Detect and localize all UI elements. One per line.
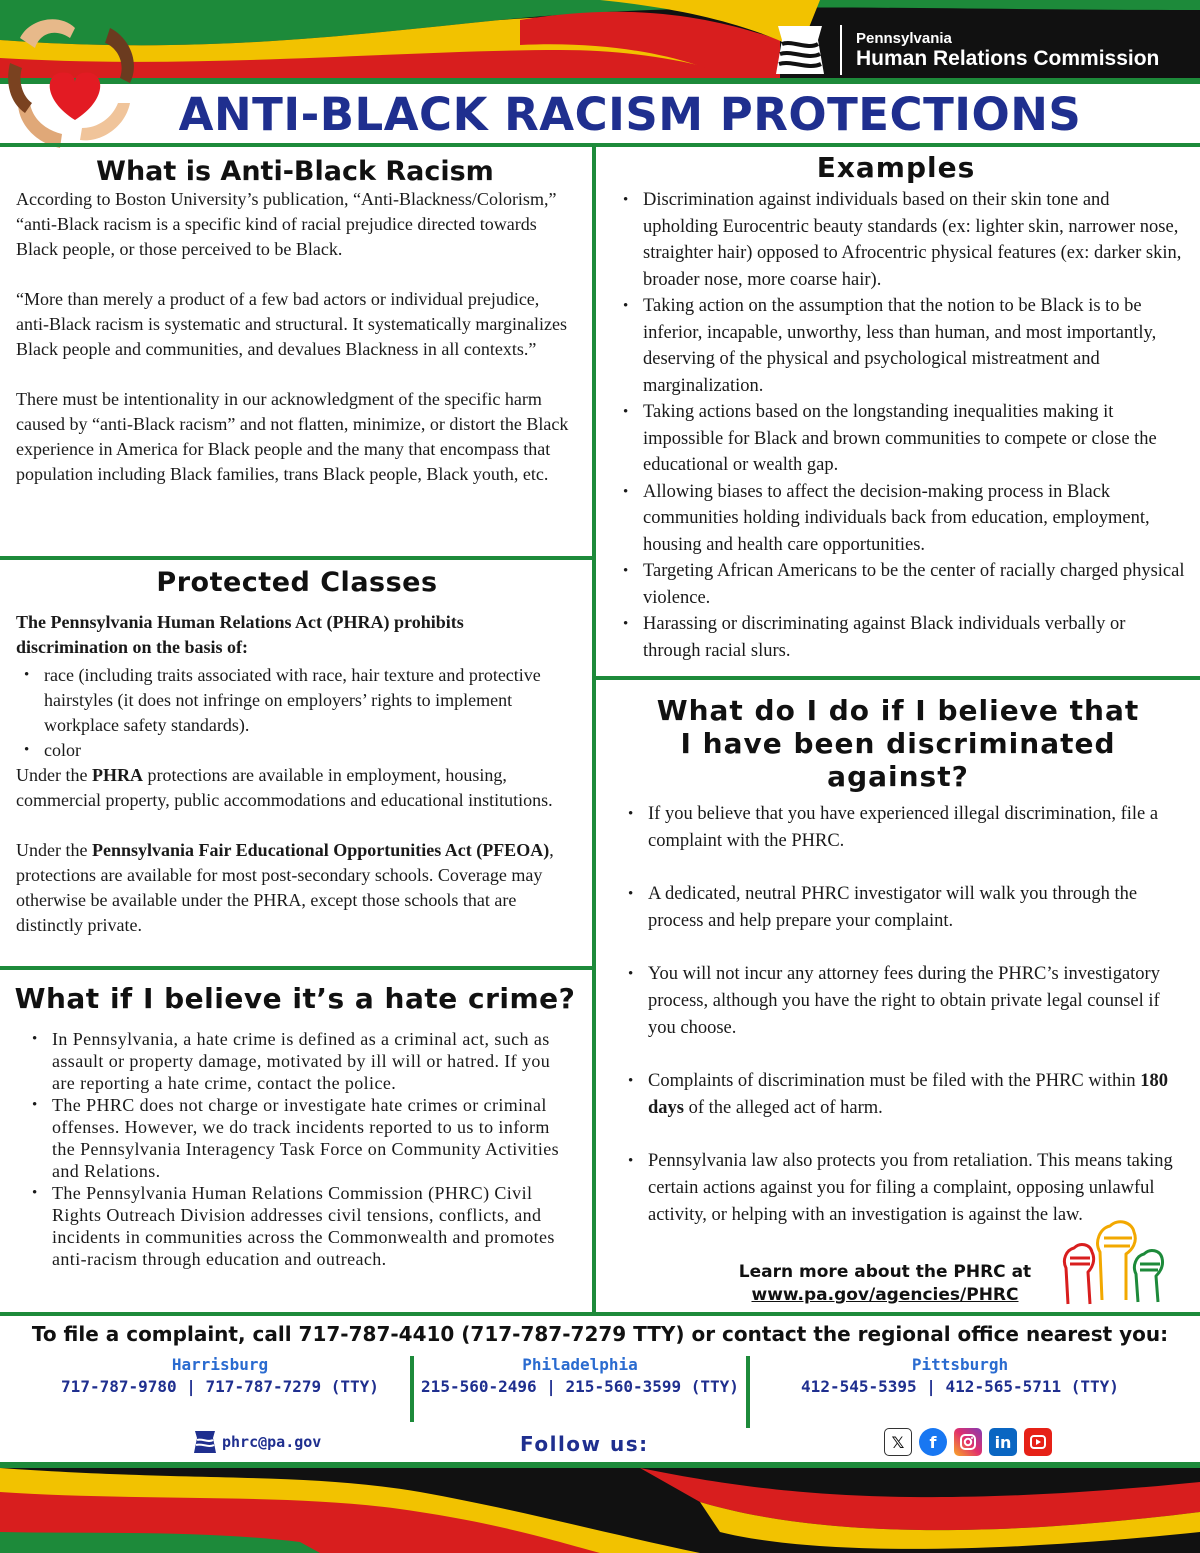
keystone-small-icon xyxy=(192,1430,218,1454)
org-state: Pennsylvania xyxy=(856,29,952,47)
protected-heading: Protected Classes xyxy=(156,567,438,598)
list-item: • The PHRC does not charge or investigate hate crimes or criminal offenses. However, we do track incidents reported to us to inform the Pennsylvania Interagency Task Force on Community Activities and Relations. xyxy=(24,1094,572,1182)
learn-more xyxy=(720,1261,1050,1307)
email-contact[interactable] xyxy=(192,1430,321,1454)
divider-right-1 xyxy=(594,676,1200,680)
list-item xyxy=(620,1068,1186,1122)
office-harrisburg xyxy=(60,1354,380,1398)
office-divider-2 xyxy=(746,1356,750,1428)
office-phone[interactable]: 717-787-9780 | 717-787-7279 (TTY) xyxy=(61,1377,379,1396)
list-item: • Taking action on the assumption that the notion to be Black is to be inferior, incapable, unworthy, less than human, and most importantly, deserving of the physical and psychological mistreatment and marginalization. xyxy=(615,293,1185,399)
list-item: • In Pennsylvania, a hate crime is defined as a criminal act, such as assault or property damage, motivated by ill will or hatred. If you are reporting a hate crime, contact the police. xyxy=(24,1028,572,1094)
text: protections are available in employment, housing, commercial property, public accommodations and educational institutions. xyxy=(16,765,553,810)
list-item: • If you believe that you have experienced illegal discrimination, file a complaint with the PHRC. xyxy=(620,801,1186,855)
office-phone[interactable]: 215-560-2496 | 215-560-3599 (TTY) xyxy=(421,1377,739,1396)
instagram-icon[interactable] xyxy=(954,1428,982,1456)
phrc-link[interactable]: www.pa.gov/agencies/PHRC xyxy=(751,1285,1019,1305)
divider-bottom xyxy=(0,1312,1200,1316)
office-pittsburgh xyxy=(800,1354,1120,1398)
list-item: • Discrimination against individuals based on their skin tone and upholding Eurocentric beauty standards (ex: lighter skin, narrower nose, straighter hair) opposed to Afrocentric physical features (ex: darker skin, broader nose, more coarse hair). xyxy=(615,187,1185,293)
list-item: • color xyxy=(16,738,576,763)
text: of the alleged act of harm. xyxy=(684,1098,883,1118)
divider-top xyxy=(0,143,1200,147)
list-item: • Targeting African Americans to be the center of racially charged physical violence. xyxy=(615,558,1185,611)
youtube-glyph xyxy=(1030,1435,1046,1449)
social-icons xyxy=(884,1428,1052,1456)
list-item: • race (including traits associated with race, hair texture and protective hairstyles (it does not infringe on employers’ rights to implement workplace safety standards). xyxy=(16,663,576,738)
file-complaint-line: To file a complaint, call 717-787-4410 (717-787-7279 TTY) or contact the regional office nearest you: xyxy=(31,1322,1169,1346)
hate-crime-list xyxy=(24,1028,572,1270)
deadline: 180 days xyxy=(648,1071,1169,1118)
text: Complaints of discrimination must be filed with the PHRC within xyxy=(648,1071,1141,1091)
office-name: Pittsburgh xyxy=(911,1355,1009,1374)
what-do-heading: What do I do if I believe that I have been discriminated against? xyxy=(656,694,1140,793)
list-item: • Taking actions based on the longstanding inequalities making it impossible for Black and brown communities to compete or close the educational or wealth gap. xyxy=(615,399,1185,479)
text: , protections are available for most post-secondary schools. Coverage may otherwise be available under the PHRA, except those schools that are distinctly private. xyxy=(16,840,554,935)
phra-abbr: PHRA xyxy=(91,765,143,785)
list-item: • Harassing or discriminating against Black individuals verbally or through racial slurs. xyxy=(615,611,1185,664)
office-philadelphia xyxy=(420,1354,740,1398)
learn-more-text: Learn more about the PHRC at xyxy=(738,1262,1032,1282)
office-name: Philadelphia xyxy=(522,1355,638,1374)
what-is-paragraph: According to Boston University’s publication, “Anti-Blackness/Colorism,” “anti-Black racism is a specific kind of racial prejudice directed towards Black people, or those perceived to be Black. xyxy=(16,189,557,259)
bottom-color-band xyxy=(0,1462,1200,1553)
protected-list xyxy=(16,663,576,763)
what-is-paragraph: “More than merely a product of a few bad actors or individual prejudice, anti-Black racism is systematic and structural. It systematically marginalizes Black people and communities, and devalues Blackness in all contexts.” xyxy=(16,289,568,359)
examples-list xyxy=(615,187,1185,664)
linkedin-icon[interactable]: in xyxy=(989,1428,1017,1456)
protected-body xyxy=(16,610,576,938)
page-title: ANTI-BLACK RACISM PROTECTIONS xyxy=(178,88,1082,141)
instagram-glyph xyxy=(959,1433,977,1451)
list-item: • You will not incur any attorney fees during the PHRC’s investigatory process, although you have the right to obtain private legal counsel if you choose. xyxy=(620,961,1186,1042)
youtube-icon[interactable] xyxy=(1024,1428,1052,1456)
email-address[interactable]: phrc@pa.gov xyxy=(222,1433,322,1451)
divider-center xyxy=(592,145,596,1315)
list-item: • A dedicated, neutral PHRC investigator will walk you through the process and help prepare your complaint. xyxy=(620,881,1186,935)
keystone-icon xyxy=(772,22,828,78)
pa-hrc-logo xyxy=(772,20,1192,80)
x-icon[interactable]: 𝕏 xyxy=(884,1428,912,1456)
hate-crime-heading: What if I believe it’s a hate crime? xyxy=(14,982,576,1015)
text: Under the xyxy=(16,765,92,785)
raised-fists-icon xyxy=(1056,1216,1168,1306)
protected-phra-paragraph xyxy=(16,763,576,813)
list-item: • Allowing biases to affect the decision-making process in Black communities holding individuals back from education, employment, housing and health care opportunities. xyxy=(615,479,1185,559)
text: Under the xyxy=(16,840,92,860)
list-item: • The Pennsylvania Human Relations Commission (PHRC) Civil Rights Outreach Division addresses civil tensions, conflicts, and incidents in communities across the Commonwealth and promotes anti-racism through education and outreach. xyxy=(24,1182,572,1270)
what-is-body xyxy=(16,187,576,487)
office-phone[interactable]: 412-545-5395 | 412-565-5711 (TTY) xyxy=(801,1377,1119,1396)
divider-left-2 xyxy=(0,966,594,970)
office-divider-1 xyxy=(410,1356,414,1422)
protected-pfeoa-paragraph xyxy=(16,838,576,938)
divider-left-1 xyxy=(0,556,594,560)
facebook-icon[interactable]: f xyxy=(919,1428,947,1456)
logo-divider xyxy=(840,25,842,75)
examples-heading: Examples xyxy=(816,151,976,184)
what-is-paragraph: There must be intentionality in our acknowledgment of the specific harm caused by “anti-Black racism” and not flatten, minimize, or distort the Black experience in America for Black people and the many that encompass that population including Black families, trans Black people, Black youth, etc. xyxy=(16,389,569,484)
protected-intro: The Pennsylvania Human Relations Act (PHRA) prohibits discrimination on the basis of: xyxy=(16,612,464,657)
follow-us-label: Follow us: xyxy=(520,1432,649,1456)
what-is-heading: What is Anti-Black Racism xyxy=(96,156,494,187)
what-do-list xyxy=(620,801,1186,1255)
office-name: Harrisburg xyxy=(171,1355,269,1374)
list-item: • Pennsylvania law also protects you from retaliation. This means taking certain actions against you for filing a complaint, opposing unlawful activity, or helping with an investigation is against the law. xyxy=(620,1148,1186,1229)
org-name: Human Relations Commission xyxy=(856,46,1160,70)
pfeoa-name: Pennsylvania Fair Educational Opportunities Act (PFEOA) xyxy=(91,840,550,860)
